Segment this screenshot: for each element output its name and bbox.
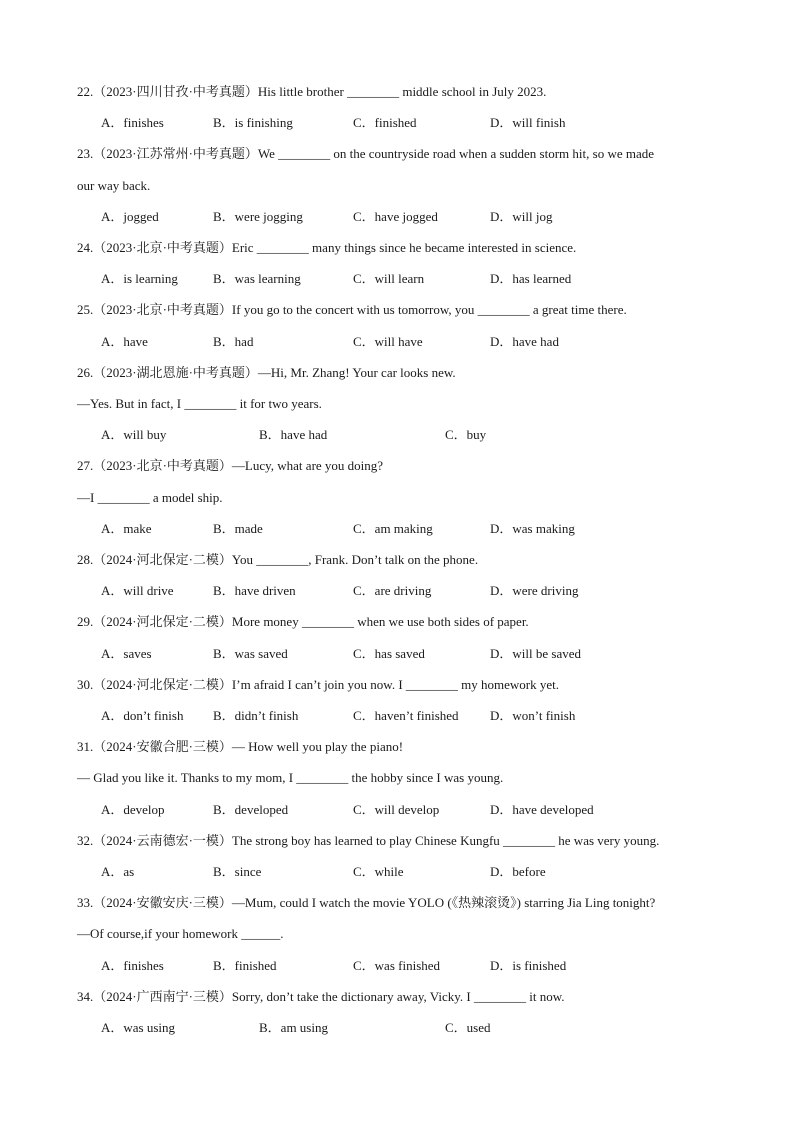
answer-option[interactable]: B．have driven bbox=[213, 583, 296, 599]
question-stem-continued: our way back. bbox=[77, 177, 151, 193]
answer-option[interactable]: D．before bbox=[490, 864, 546, 879]
answer-option[interactable]: D．is finished bbox=[490, 957, 567, 973]
answer-option[interactable]: C．am making bbox=[353, 520, 433, 536]
question-stem-continued: —Yes. But in fact, I ________ it for two years. bbox=[77, 396, 322, 411]
answer-option[interactable]: B．was learning bbox=[213, 271, 301, 287]
answer-option[interactable]: A．will drive bbox=[101, 583, 174, 599]
answer-option[interactable]: B．made bbox=[213, 520, 263, 536]
answer-option[interactable]: A．jogged bbox=[101, 208, 159, 224]
answer-option[interactable]: C．haven’t finished bbox=[353, 708, 459, 723]
answer-option[interactable]: C．while bbox=[353, 864, 404, 879]
answer-option[interactable]: C．buy bbox=[445, 427, 487, 443]
answer-option[interactable]: A．as bbox=[101, 864, 135, 879]
answer-option[interactable]: A．finishes bbox=[101, 115, 164, 131]
answer-option[interactable]: D．will jog bbox=[490, 208, 553, 224]
answer-option[interactable]: B．finished bbox=[213, 957, 277, 973]
answer-option[interactable]: A．have bbox=[101, 333, 148, 349]
question-stem: 31.（2024·安徽合肥·三模）— How well you play the piano! bbox=[77, 739, 404, 755]
answer-option[interactable]: A．finishes bbox=[101, 957, 164, 973]
answer-option[interactable]: A．saves bbox=[101, 645, 152, 661]
answer-option[interactable]: B．developed bbox=[213, 801, 289, 817]
answer-option[interactable]: B．have had bbox=[259, 427, 328, 443]
answer-option[interactable]: B．didn’t finish bbox=[213, 708, 299, 723]
question-stem-continued: —I ________ a model ship. bbox=[77, 489, 223, 505]
answer-option[interactable]: C．will learn bbox=[353, 271, 425, 287]
question-stem: 30.（2024·河北保定·二模）I’m afraid I can’t join you now. I ________ my homework yet. bbox=[77, 676, 560, 692]
question-stem: 26.（2023·湖北恩施·中考真题）—Hi, Mr. Zhang! Your car looks new. bbox=[77, 364, 456, 380]
question-stem: 28.（2024·河北保定·二模）You ________, Frank. Don’t talk on the phone. bbox=[77, 552, 479, 567]
answer-option[interactable]: A．develop bbox=[101, 801, 165, 817]
answer-option[interactable]: C．finished bbox=[353, 115, 417, 131]
question-stem: 22.（2023·四川甘孜·中考真题）His little brother ________ middle school in July 2023. bbox=[77, 84, 547, 99]
answer-option[interactable]: B．had bbox=[213, 333, 254, 349]
question-stem: 27.（2023·北京·中考真题）—Lucy, what are you doing? bbox=[77, 458, 384, 474]
answer-option[interactable]: D．have had bbox=[490, 333, 559, 349]
answer-option[interactable]: C．was finished bbox=[353, 957, 441, 973]
answer-option[interactable]: B．were jogging bbox=[213, 208, 303, 224]
answer-option[interactable]: A．make bbox=[101, 520, 152, 536]
answer-option[interactable]: A．will buy bbox=[101, 427, 167, 443]
answer-option[interactable]: D．has learned bbox=[490, 271, 572, 287]
question-stem: 32.（2024·云南德宏·一模）The strong boy has learned to play Chinese Kungfu ________ he was very young. bbox=[77, 832, 660, 848]
question-stem: 34.（2024·广西南宁·三模）Sorry, don’t take the dictionary away, Vicky. I ________ it now. bbox=[77, 988, 565, 1004]
answer-option[interactable]: C．will develop bbox=[353, 801, 440, 817]
answer-option[interactable]: B．was saved bbox=[213, 645, 288, 661]
answer-option[interactable]: C．will have bbox=[353, 333, 423, 349]
answer-option[interactable]: B．since bbox=[213, 864, 262, 879]
question-stem: 23.（2023·江苏常州·中考真题）We ________ on the countryside road when a sudden storm hit, so we made bbox=[77, 146, 655, 162]
answer-option[interactable]: A．was using bbox=[101, 1020, 176, 1035]
answer-option[interactable]: A．don’t finish bbox=[101, 708, 184, 723]
answer-option[interactable]: A．is learning bbox=[101, 271, 178, 287]
question-stem-continued: — Glad you like it. Thanks to my mom, I ________ the hobby since I was young. bbox=[77, 770, 504, 786]
answer-option[interactable]: D．were driving bbox=[490, 583, 579, 599]
question-stem: 25.（2023·北京·中考真题）If you go to the concert with us tomorrow, you ________ a great time there. bbox=[77, 302, 627, 318]
answer-option[interactable]: C．has saved bbox=[353, 645, 425, 661]
answer-option[interactable]: D．will finish bbox=[490, 115, 566, 131]
answer-option[interactable]: D．was making bbox=[490, 520, 575, 536]
answer-option[interactable]: D．will be saved bbox=[490, 645, 581, 661]
answer-option[interactable]: D．won’t finish bbox=[490, 708, 576, 723]
question-stem: 29.（2024·河北保定·二模）More money ________ when we use both sides of paper. bbox=[77, 614, 529, 630]
answer-option[interactable]: D．have developed bbox=[490, 801, 594, 817]
answer-option[interactable]: B．is finishing bbox=[213, 115, 293, 131]
answer-option[interactable]: C．are driving bbox=[353, 583, 432, 599]
answer-option[interactable]: C．have jogged bbox=[353, 208, 438, 224]
question-stem-continued: —Of course,if your homework ______. bbox=[77, 926, 284, 942]
question-stem: 33.（2024·安徽安庆·三模）—Mum, could I watch the movie YOLO (《热辣滚烫》) starring Jia Ling tonight? bbox=[77, 895, 656, 911]
question-stem: 24.（2023·北京·中考真题）Eric ________ many things since he became interested in science. bbox=[77, 240, 577, 255]
answer-option[interactable]: C．used bbox=[445, 1020, 491, 1035]
answer-option[interactable]: B．am using bbox=[259, 1020, 328, 1035]
